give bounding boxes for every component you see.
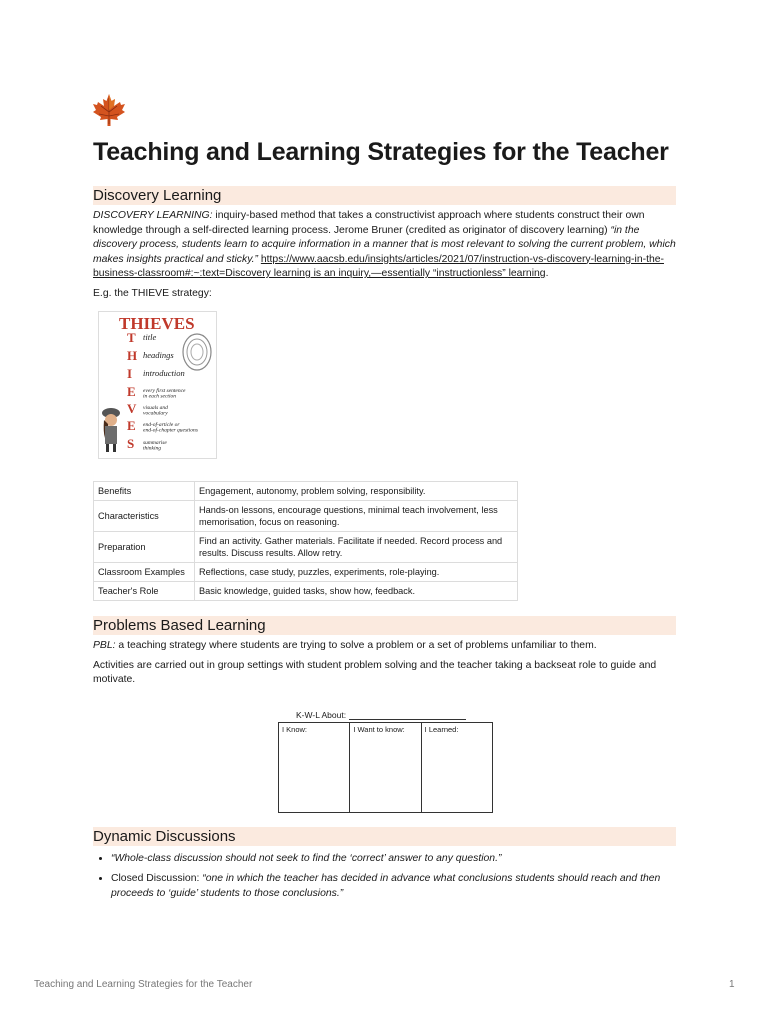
thieves-text: end-of-article or end-of-chapter questions xyxy=(143,422,198,434)
footer-title: Teaching and Learning Strategies for the Teacher xyxy=(34,979,253,990)
section-heading-discovery-learning: Discovery Learning xyxy=(93,186,676,205)
dynamic-discussions-list xyxy=(93,851,676,901)
section-heading-problems-based-learning: Problems Based Learning xyxy=(93,616,676,635)
thieves-letter: T xyxy=(127,330,136,345)
whole-class-quote: “Whole-class discussion should not seek to find the ‘correct’ answer to any question.” xyxy=(111,852,502,864)
table-row xyxy=(94,563,518,582)
closed-discussion-quote: “one in which the teacher has decided in advance what conclusions students should reach and then proceeds to ‘guide’ students to those conclusions.” xyxy=(111,872,661,899)
thieves-letter: I xyxy=(127,366,133,381)
pbl-paragraph-1 xyxy=(93,639,676,654)
page-title: Teaching and Learning Strategies for the Teacher xyxy=(93,138,669,166)
thieves-strategy-image xyxy=(98,311,217,459)
kwl-caption-text: K-W-L About: xyxy=(296,709,347,720)
discovery-learning-table xyxy=(93,481,518,601)
thieves-letter: V xyxy=(127,401,137,416)
discovery-body: inquiry-based method that takes a constructivist approach where students construct their own knowledge through a self-directed learning process. Jerome Bruner (credited as originator of discovery learning) xyxy=(93,210,645,236)
thieves-title: THIEVES xyxy=(119,314,195,333)
thieves-text: headings xyxy=(143,350,174,360)
table-key-cell: Benefits xyxy=(94,482,195,501)
thieves-letter: E xyxy=(127,384,136,399)
table-key-cell: Characteristics xyxy=(94,501,195,532)
table-row xyxy=(94,482,518,501)
table-row xyxy=(94,501,518,532)
thieves-letter: H xyxy=(127,348,138,363)
table-key-cell: Preparation xyxy=(94,532,195,563)
bruner-quote: “in the discovery process, students learn to acquire information in a manner that is most relevant to solving the current problem, which makes insights practical and sticky.” xyxy=(93,224,676,265)
table-key-cell: Teacher's Role xyxy=(94,582,195,601)
kwl-caption xyxy=(296,710,493,720)
discovery-paragraph xyxy=(93,209,676,282)
table-row xyxy=(94,532,518,563)
table-value-cell: Reflections, case study, puzzles, experiments, role-playing. xyxy=(195,563,518,582)
closed-discussion-lead: Closed Discussion: xyxy=(111,872,203,884)
table-row xyxy=(94,582,518,601)
kwl-column-want: I Want to know: xyxy=(350,722,421,812)
thieves-text: summarise thinking xyxy=(143,440,167,452)
thieves-letter: E xyxy=(127,418,136,433)
thieves-letter: S xyxy=(127,436,135,451)
kwl-column-know: I Know: xyxy=(279,722,350,812)
thieves-text: introduction xyxy=(143,368,185,378)
aacsb-link[interactable]: https://www.aacsb.edu/insights/articles/2021/07/instruction-vs-discovery-learning-in-the-business-classroom#:~:text=Discovery learning is an inquiry,—essentially “instructionless” learning xyxy=(93,253,664,279)
thieves-text: visuals and vocabulary xyxy=(143,405,168,417)
thieve-example-label: E.g. the THIEVE strategy: xyxy=(93,287,212,299)
list-item xyxy=(111,851,676,866)
page-number: 1 xyxy=(729,979,735,990)
pbl-lead: PBL: xyxy=(93,640,116,651)
page-content xyxy=(93,92,676,906)
list-item xyxy=(111,871,676,901)
discovery-lead: DISCOVERY LEARNING: xyxy=(93,210,213,221)
table-value-cell: Engagement, autonomy, problem solving, responsibility. xyxy=(195,482,518,501)
table-key-cell: Classroom Examples xyxy=(94,563,195,582)
maple-leaf-icon xyxy=(91,92,127,128)
thieves-text: every first sentence in each section xyxy=(143,388,186,400)
thieves-text: title xyxy=(143,332,157,342)
kwl-table xyxy=(278,722,493,813)
table-value-cell: Hands-on lessons, encourage questions, minimal teach involvement, less memorisation, focus on reasoning. xyxy=(195,501,518,532)
discovery-end: . xyxy=(545,268,549,279)
pbl-paragraph-2: Activities are carried out in group settings with student problem solving and the teacher taking a backseat role to guide and motivate. xyxy=(93,659,657,685)
kwl-chart-image xyxy=(278,710,493,813)
table-value-cell: Find an activity. Gather materials. Facilitate if needed. Record process and results. Discuss results. Allow retry. xyxy=(195,532,518,563)
pbl-body: a teaching strategy where students are trying to solve a problem or a set of problems unfamiliar to them. xyxy=(115,640,597,651)
section-heading-dynamic-discussions: Dynamic Discussions xyxy=(93,827,676,846)
table-value-cell: Basic knowledge, guided tasks, show how, feedback. xyxy=(195,582,518,601)
kwl-column-learned: I Learned: xyxy=(421,722,492,812)
